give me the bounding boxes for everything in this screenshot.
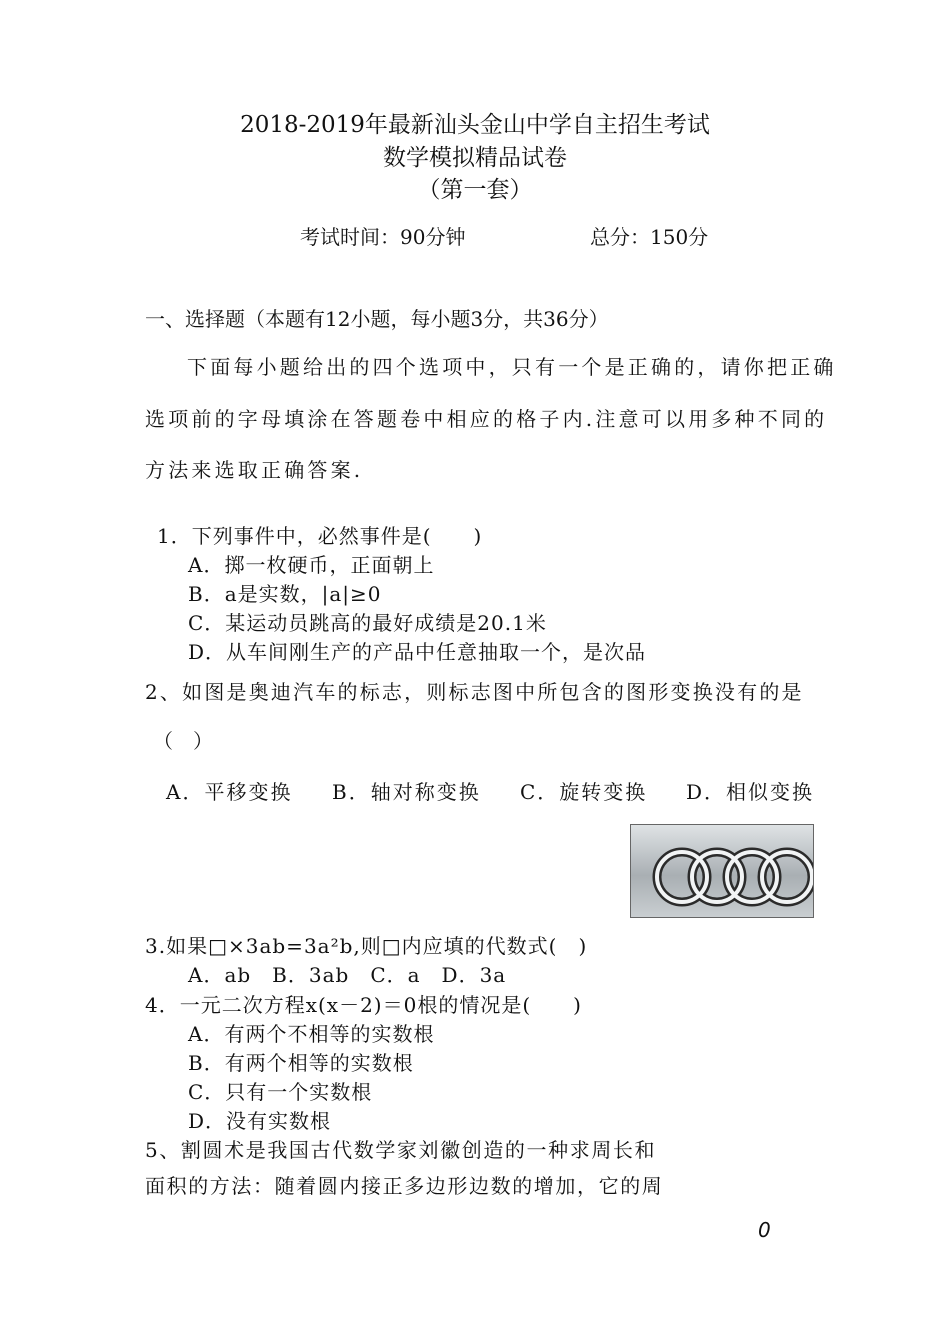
exam-time: 考试时间：90分钟 <box>300 225 466 249</box>
four-rings-icon <box>631 825 813 917</box>
q1-option-d: D．从车间刚生产的产品中任意抽取一个，是次品 <box>188 640 647 664</box>
q1-option-c: C．某运动员跳高的最好成绩是20.1米 <box>188 611 547 635</box>
instruction-line-2: 选项前的字母填涂在答题卷中相应的格子内.注意可以用多种不同的 <box>145 407 828 431</box>
instruction-line-1: 下面每小题给出的四个选项中，只有一个是正确的，请你把正确 <box>187 355 837 379</box>
q3-stem: 3.如果□×3ab=3a²b,则□内应填的代数式( ) <box>145 934 588 958</box>
q4-option-c: C．只有一个实数根 <box>188 1080 373 1104</box>
q2-option-b: B．轴对称变换 <box>332 780 481 804</box>
q1-stem: 1．下列事件中，必然事件是( ) <box>157 524 483 548</box>
q2-stem-cont: （ ） <box>153 729 213 753</box>
total-score: 总分：150分 <box>590 225 709 249</box>
q2-stem: 2、如图是奥迪汽车的标志，则标志图中所包含的图形变换没有的是 <box>145 680 804 704</box>
q1-option-a: A．掷一枚硬币，正面朝上 <box>188 553 435 577</box>
q2-option-a: A．平移变换 <box>166 780 293 804</box>
q2-option-c: C．旋转变换 <box>520 780 648 804</box>
audi-logo-image <box>630 824 814 918</box>
exam-title-line3: （第一套） <box>417 177 533 203</box>
q4-option-b: B．有两个相等的实数根 <box>188 1051 414 1075</box>
exam-title-line1: 2018-2019年最新汕头金山中学自主招生考试 <box>240 112 710 138</box>
q1-option-b: B．a是实数，|a|≥0 <box>188 582 382 606</box>
section1-heading: 一、选择题（本题有12小题，每小题3分，共36分） <box>145 307 609 331</box>
q4-option-d: D．没有实数根 <box>188 1109 332 1133</box>
instruction-line-3: 方法来选取正确答案. <box>145 458 364 482</box>
q4-option-a: A．有两个不相等的实数根 <box>188 1022 435 1046</box>
page-number: 0 <box>758 1218 771 1242</box>
q2-option-d: D．相似变换 <box>686 780 815 804</box>
q4-stem: 4．一元二次方程x(x－2)＝0根的情况是( ) <box>145 993 582 1017</box>
exam-title-line2: 数学模拟精品试卷 <box>383 145 567 171</box>
q5-line-2: 面积的方法：随着圆内接正多边形边数的增加，它的周 <box>145 1174 664 1198</box>
q3-options: A．ab B．3ab C．a D．3a <box>188 963 507 987</box>
q5-line-1: 5、割圆术是我国古代数学家刘徽创造的一种求周长和 <box>145 1138 657 1162</box>
